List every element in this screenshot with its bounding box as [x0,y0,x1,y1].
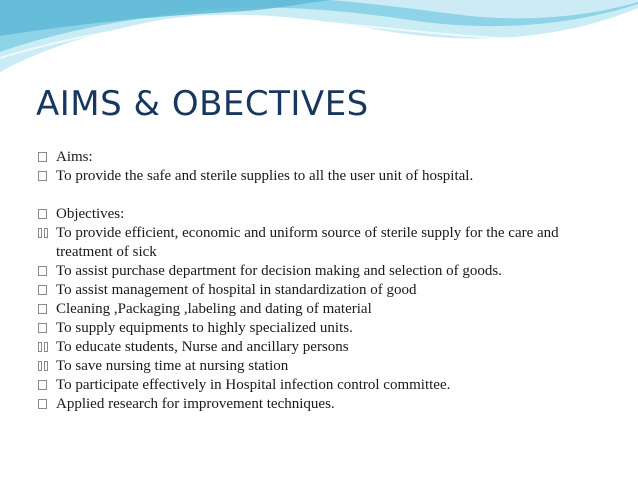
list-item [38,224,608,262]
bullet-square-icon [38,304,47,314]
list-item-text: To save nursing time at nursing station [56,358,289,374]
header-wave-decoration [0,0,638,80]
list-item-text: Aims: [56,149,93,165]
bullet-square-icon [38,171,47,181]
bullet-square-icon [38,152,47,162]
list-item [38,262,608,281]
list-item [38,148,608,167]
bullet-square-icon [38,399,47,409]
list-item-text: To assist management of hospital in standardization of good [56,282,417,298]
list-item [38,338,608,357]
list-item-text: Cleaning ,Packaging ,labeling and dating of material [56,301,372,317]
list-item [38,205,608,224]
list-item-text: To supply equipments to highly specialized units. [56,320,353,336]
bullet-square-icon [38,285,47,295]
list-item [38,319,608,338]
list-item [38,281,608,300]
list-item [38,395,608,414]
bullet-square-icon [38,380,47,390]
bullet-double-bar-icon [38,228,42,238]
list-item-text: Objectives: [56,206,125,222]
slide-title: AIMS & OBECTIVES [36,84,369,124]
list-item-text: Applied research for improvement techniques. [56,396,335,412]
bullet-square-icon [38,266,47,276]
bullet-double-bar-icon [38,342,42,352]
list-item-text: To educate students, Nurse and ancillary persons [56,339,349,355]
list-item-text: To provide the safe and sterile supplies to all the user unit of hospital. [56,168,474,184]
list-item [38,300,608,319]
objectives-list [38,148,608,414]
bullet-square-icon [38,323,47,333]
bullet-double-bar-icon [38,361,42,371]
list-item-text: To participate effectively in Hospital infection control committee. [56,377,451,393]
list-item [38,357,608,376]
list-item-text: To assist purchase department for decision making and selection of goods. [56,263,502,279]
list-item [38,376,608,395]
bullet-square-icon [38,209,47,219]
list-item-text: To provide efficient, economic and uniform source of sterile supply for the care and treatment of sick [56,225,559,260]
list-item [38,167,608,186]
